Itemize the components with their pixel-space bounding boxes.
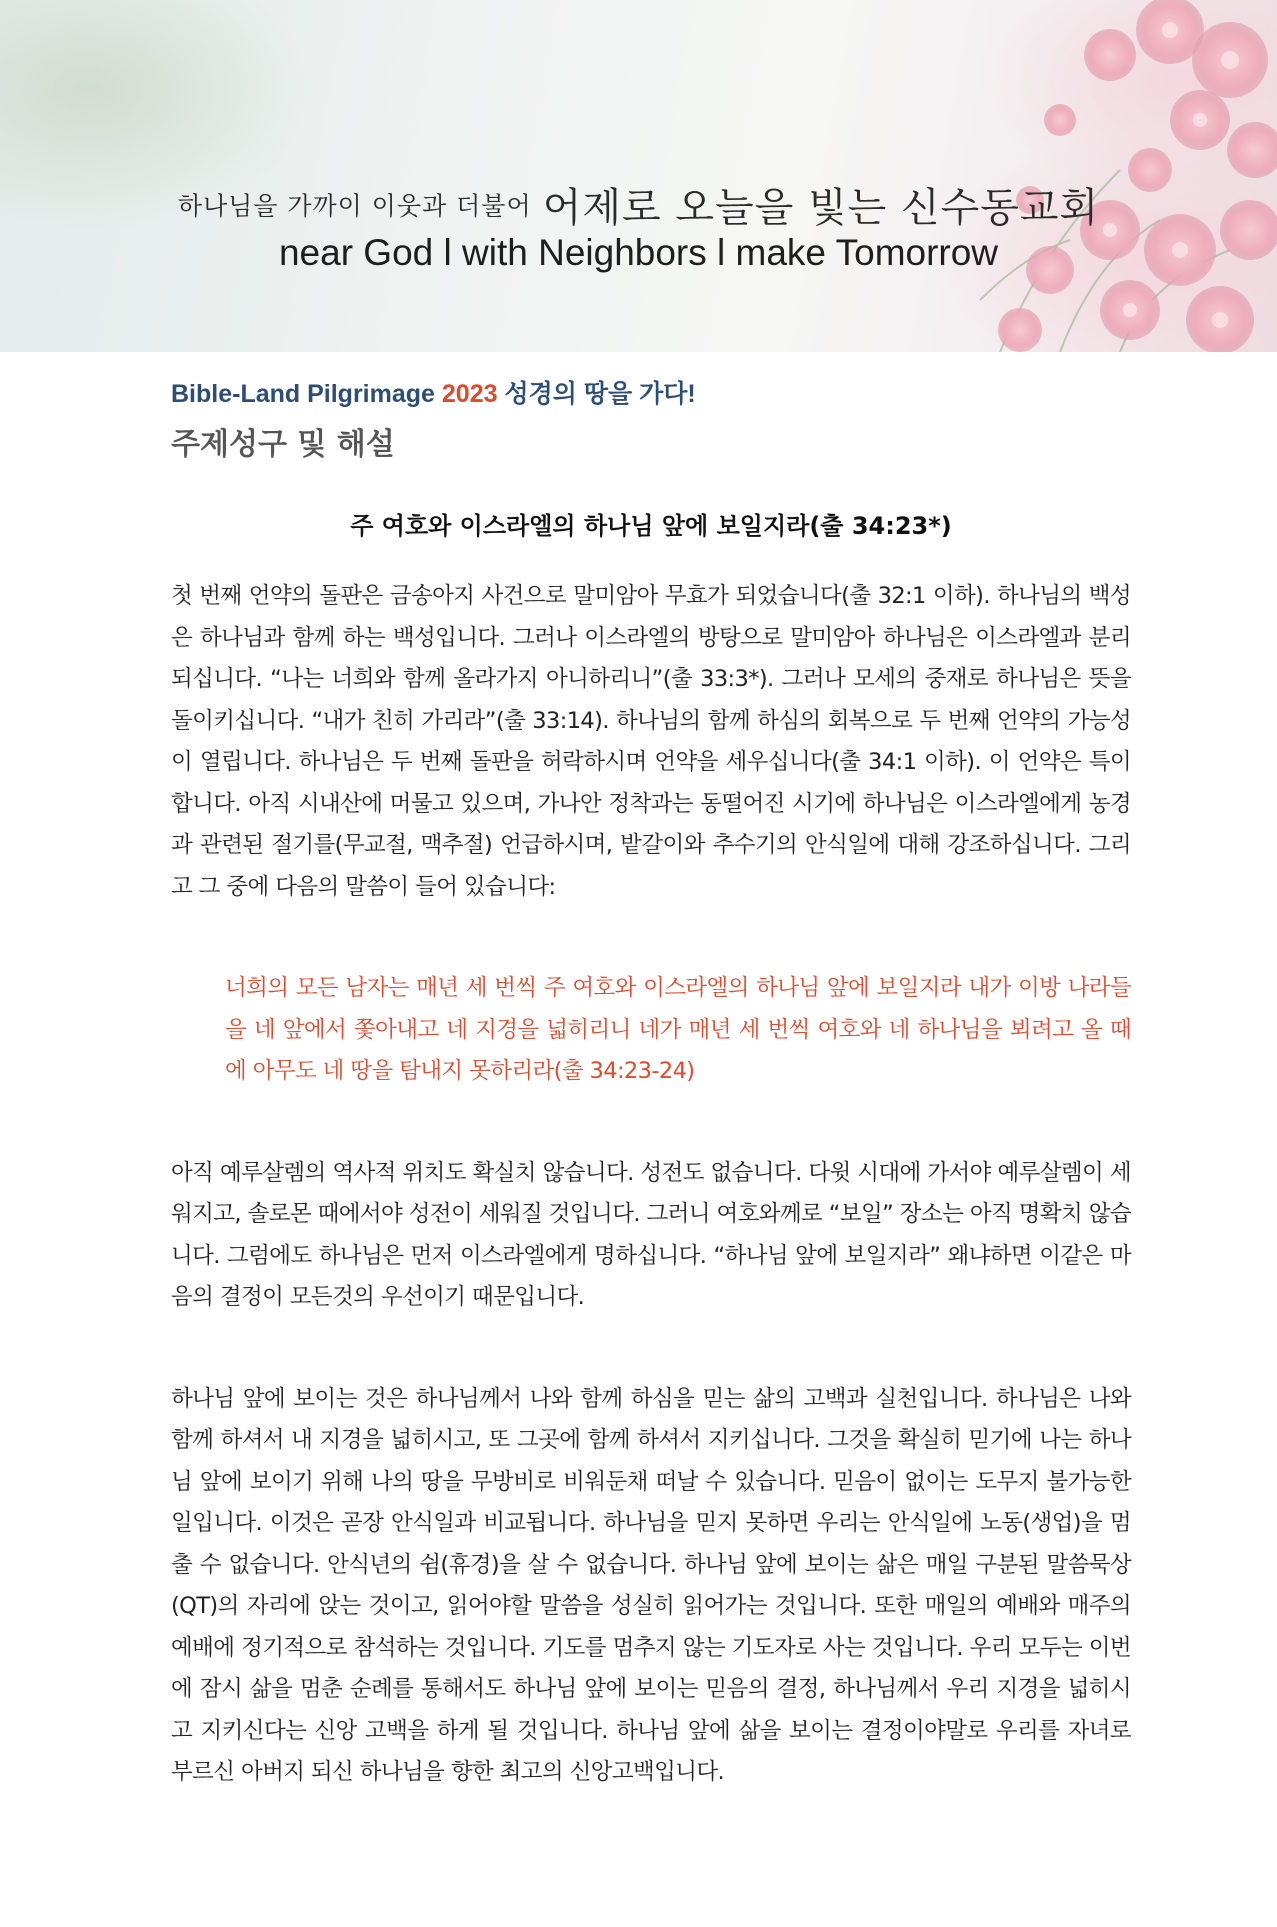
body-paragraph-3: 하나님 앞에 보이는 것은 하나님께서 나와 함께 하심을 믿는 삶의 고백과 실천입니다. 하나님은 나와 함께 하셔서 내 지경을 넓히시고, 또 그곳에 함께 하셔서 지키십니다. 그것을 확실히 믿기에 나는 하나님 앞에 보이기 위해 나의 땅을 무방비로 비워둔채 떠날 수 있습니다. 믿음이 없이는 도무지 불가능한 일입니다. 이것은 곧장 안식일과 비교됩니다. 하나님을 믿지 못하면 우리는 안식일에 노동(생업)을 멈출 수 없습니다. 안식년의 쉼(휴경)을 살 수 없습니다. 하나님 앞에 보이는 삶은 매일 구분된 말씀묵상(QT)의 자리에 앉는 것이고, 읽어야할 말씀을 성실히 읽어가는 것입니다. 또한 매일의 예배와 매주의 예배에 정기적으로 참석하는 것입니다. 기도를 멈추지 않는 기도자로 사는 것입니다. 우리 모두는 이번에 잠시 삶을 멈춘 순례를 통해서도 하나님 앞에 보이는 믿음의 결정, 하나님께서 우리 지경을 넓히시고 지키신다는 신앙 고백을 하게 될 것입니다. 하나님 앞에 삶을 보이는 결정이야말로 우리를 자녀로 부르신 아버지 되신 하나님을 향한 최고의 신앙고백입니다.	[171, 1385, 1131, 1785]
motto-church-name: 어제로 오늘을 빛는 신수동교회	[542, 185, 1100, 231]
header-banner	[0, 0, 1277, 352]
series-title-ko: 성경의 땅을 가다!	[504, 380, 696, 408]
motto-small: 하나님을 가까이 이웃과 더불어	[177, 191, 532, 221]
section-title: 주제성구 및 해설	[171, 427, 395, 462]
church-motto	[0, 176, 1277, 233]
scripture-quote: 너희의 모든 남자는 매년 세 번씩 주 여호와 이스라엘의 하나님 앞에 보일지라 내가 이방 나라들을 네 앞에서 쫓아내고 네 지경을 넓히리니 네가 매년 세 번씩 여호와 네 하나님을 뵈려고 올 때에 아무도 네 땅을 탐내지 못하리라(출 34:23-24)	[225, 975, 1131, 1084]
series-year: 2023	[441, 380, 498, 408]
series-title-en: Bible-Land Pilgrimage	[171, 380, 435, 408]
article-content	[171, 376, 1131, 1794]
motto-english: near God l with Neighbors l make Tomorrow	[278, 232, 999, 273]
series-title	[171, 376, 1131, 412]
body-paragraph-1: 첫 번째 언약의 돌판은 금송아지 사건으로 말미암아 무효가 되었습니다(출 32:1 이하). 하나님의 백성은 하나님과 함께 하는 백성입니다. 그러나 이스라엘의 방탕으로 말미암아 하나님은 이스라엘과 분리 되십니다. “나는 너희와 함께 올라가지 아니하리니”(출 33:3*). 그러나 모세의 중재로 하나님은 뜻을 돌이키십니다. “내가 친히 가리라”(출 33:14). 하나님의 함께 하심의 회복으로 두 번째 언약의 가능성이 열립니다. 하나님은 두 번째 돌판을 허락하시며 언약을 세우십니다(출 34:1 이하). 이 언약은 특이합니다. 아직 시내산에 머물고 있으며, 가나안 정착과는 동떨어진 시기에 하나님은 이스라엘에게 농경과 관련된 절기를(무교절, 맥추절) 언급하시며, 밭갈이와 추수기의 안식일에 대해 강조하십니다. 그리고 그 중에 다음의 말씀이 들어 있습니다:	[171, 583, 1131, 900]
verse-heading: 주 여호와 이스라엘의 하나님 앞에 보일지라(출 34:23*)	[350, 512, 952, 540]
body-paragraph-2: 아직 예루살렘의 역사적 위치도 확실치 않습니다. 성전도 없습니다. 다윗 시대에 가서야 예루살렘이 세워지고, 솔로몬 때에서야 성전이 세워질 것입니다. 그러니 여호와께로 “보일” 장소는 아직 명확치 않습니다. 그럼에도 하나님은 먼저 이스라엘에게 명하십니다. “하나님 앞에 보일지라” 왜냐하면 이같은 마음의 결정이 모든것의 우선이기 때문입니다.	[171, 1159, 1131, 1310]
